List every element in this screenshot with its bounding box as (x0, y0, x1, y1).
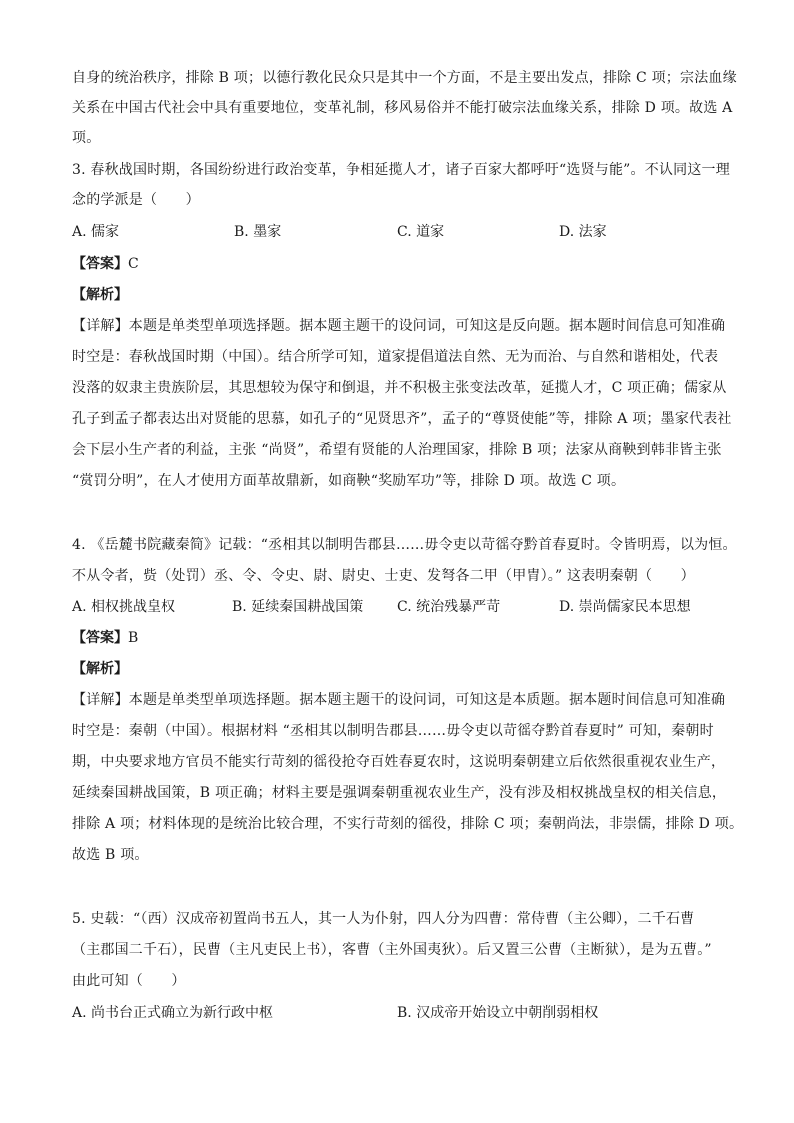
q4-detail-line-4: 延续秦国耕战国策，B 项正确；材料主要是强调秦朝重视农业生产，没有涉及相权挑战皇权的相关信息， (72, 785, 727, 801)
q4-answer (72, 628, 138, 648)
q4-option-c: C. 统治残暴严苛 (397, 599, 501, 615)
q3-detail-line-2: 时空是：春秋战国时期（中国）。结合所学可知，道家提倡道法自然、无为而治、与自然和谐相处，代表 (72, 349, 719, 365)
q2-analysis-line-1: 自身的统治秩序，排除 B 项；以德行教化民众只是其中一个方面，不是主要出发点，排除 C 项；宗法血缘 (72, 70, 737, 86)
q4-option-b: B. 延续秦国耕战国策 (232, 599, 364, 615)
q4-detail-line-1: 【详解】本题是单类型单项选择题。据本题主题干的设问词，可知这是本质题。据本题时间信息可知准确 (72, 692, 726, 708)
q3-stem-line-1: 3. 春秋战国时期，各国纷纷进行政治变革，争相延揽人才，诸子百家大都呼吁“选贤与能”。不认同这一理 (72, 162, 730, 178)
q4-detail-line-2: 时空是：秦朝（中国）。根据材料 “丞相其以制明告郡县……毋令吏以苛徭夺黔首春夏时” 可知，秦朝时 (72, 723, 714, 739)
q5-stem-line-2: （主郡国二千石），民曹（主凡吏民上书），客曹（主外国夷狄）。后又置三公曹（主断狱），是为五曹。” (72, 942, 712, 958)
q3-option-a: A. 儒家 (72, 224, 120, 240)
q2-analysis-line-2: 关系在中国古代社会中具有重要地位，变革礼制，移风易俗并不能打破宗法血缘关系，排除 D 项。故选 A (72, 100, 733, 116)
q3-detail-line-6: “赏罚分明”，在人才使用方面革故鼎新，如商鞅“奖励军功”等，排除 D 项。故选 C 项。 (72, 473, 626, 489)
q4-option-a: A. 相权挑战皇权 (72, 599, 176, 615)
q4-option-d: D. 崇尚儒家民本思想 (559, 599, 691, 615)
q3-stem-line-2: 念的学派是（ ） (72, 192, 200, 208)
q4-analysis-heading: 【解析】 (72, 661, 128, 677)
q4-detail-line-6: 故选 B 项。 (72, 847, 149, 863)
q3-answer (72, 254, 139, 274)
q3-option-c: C. 道家 (397, 224, 445, 240)
q3-option-b: B. 墨家 (234, 224, 282, 240)
q3-detail-line-1: 【详解】本题是单类型单项选择题。据本题主题干的设问词，可知这是反向题。据本题时间信息可知准确 (72, 318, 726, 334)
q2-analysis-line-3: 项。 (72, 130, 101, 146)
q3-answer-value: C (128, 256, 139, 272)
q4-analysis-label (72, 659, 128, 679)
q5-stem-line-1: 5. 史载：“（西）汉成帝初置尚书五人，其一人为仆射，四人分为四曹：常侍曹（主公卿），二千石曹 (72, 911, 695, 927)
q3-answer-label: 【答案】 (72, 256, 128, 272)
q4-stem-line-2: 不从令者，赀（处罚）丞、令、令史、尉、尉史、士吏、发弩各二甲（甲胄）。” 这表明秦朝（ ） (72, 568, 695, 584)
q4-detail-line-5: 排除 A 项；材料体现的是统治比较合理，不实行苛刻的徭役，排除 C 项；秦朝尚法，非崇儒，排除 D 项。 (72, 816, 744, 832)
q3-detail-line-4: 孔子到孟子都表达出对贤能的思慕，如孔子的“见贤思齐”，孟子的“尊贤使能”等，排除 A 项；墨家代表社 (72, 411, 732, 427)
q4-answer-label: 【答案】 (72, 630, 128, 646)
q3-option-d: D. 法家 (559, 224, 607, 240)
q5-option-b: B. 汉成帝开始设立中朝削弱相权 (397, 1005, 599, 1021)
q4-detail-line-3: 期，中央要求地方官员不能实行苛刻的徭役抢夺百姓春夏农时，这说明秦朝建立后依然很重视农业生产， (72, 754, 726, 770)
q5-option-a: A. 尚书台正式确立为新行政中枢 (72, 1005, 274, 1021)
q3-analysis-heading: 【解析】 (72, 287, 128, 303)
q5-stem-line-3: 由此可知（ ） (72, 973, 186, 989)
q3-detail-line-3: 没落的奴隶主贵族阶层，其思想较为保守和倒退，并不积极主张变法改革，延揽人才，C 项正确；儒家从 (72, 380, 727, 396)
q4-stem-line-1: 4. 《岳麓书院藏秦简》记载：“丞相其以制明告郡县……毋令吏以苛徭夺黔首春夏时。令皆明焉，以为恒。 (72, 537, 737, 553)
q4-answer-value: B (128, 630, 139, 646)
q3-analysis-label (72, 285, 128, 305)
q3-detail-line-5: 会下层小生产者的利益，主张 “尚贤”，希望有贤能的人治理国家，排除 B 项；法家从商鞅到韩非皆主张 (72, 442, 722, 458)
